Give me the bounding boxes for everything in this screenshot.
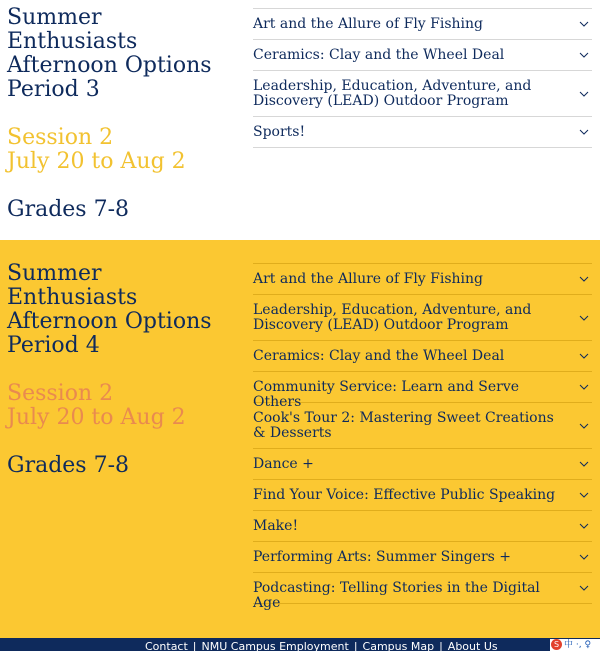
course-title: Performing Arts: Summer Singers + (253, 549, 512, 565)
period-3-section (0, 0, 600, 240)
grades-label: Grades 7-8 (7, 453, 130, 478)
grades-label: Grades 7-8 (7, 197, 130, 222)
chevron-down-icon (578, 90, 590, 98)
ime-status-text: 中 ·, ♀ (564, 640, 592, 650)
course-accordion-item[interactable] (253, 264, 592, 295)
course-title: Art and the Allure of Fly Fishing (253, 16, 484, 32)
course-title: Ceramics: Clay and the Wheel Deal (253, 47, 505, 63)
course-title: Find Your Voice: Effective Public Speaking (253, 487, 556, 503)
course-accordion-item[interactable] (253, 372, 592, 410)
session-label: Session 2 (7, 125, 114, 150)
course-accordion-item[interactable] (253, 117, 592, 148)
chevron-down-icon (578, 460, 590, 468)
course-title: Make! (253, 518, 299, 534)
session-dates: July 20 to Aug 2 (7, 405, 186, 430)
period-3-heading-block (7, 6, 237, 222)
footer-link-employment[interactable]: NMU Campus Employment (201, 640, 349, 653)
course-title: Podcasting: Telling Stories in the Digital Age (253, 580, 540, 611)
chevron-down-icon (578, 51, 590, 59)
course-title: Dance + (253, 456, 314, 472)
course-accordion-item[interactable] (253, 573, 592, 611)
course-title: Sports! (253, 124, 306, 140)
footer-link-campus-map[interactable]: Campus Map (362, 640, 435, 653)
site-footer (0, 638, 600, 651)
course-title: Ceramics: Clay and the Wheel Deal (253, 348, 505, 364)
chevron-down-icon (578, 491, 590, 499)
course-accordion-item[interactable] (253, 480, 592, 511)
chevron-down-icon (578, 422, 590, 430)
title-line: Afternoon Options (7, 53, 212, 78)
footer-separator: | (192, 640, 197, 653)
footer-links (145, 640, 498, 653)
chevron-down-icon (578, 314, 590, 322)
course-accordion-item[interactable] (253, 511, 592, 542)
course-accordion-item[interactable] (253, 295, 592, 341)
ime-toolbar[interactable] (550, 639, 600, 651)
footer-separator: | (353, 640, 358, 653)
course-accordion-item[interactable] (253, 449, 592, 480)
chevron-down-icon (578, 553, 590, 561)
session-label: Session 2 (7, 381, 114, 406)
course-title: Cook's Tour 2: Mastering Sweet Creations & Desserts (253, 410, 554, 441)
title-line: Afternoon Options (7, 309, 212, 334)
footer-link-contact[interactable]: Contact (145, 640, 188, 653)
period-4-heading-block (7, 262, 237, 478)
course-accordion-item[interactable] (253, 9, 592, 40)
period-4-title (7, 262, 237, 358)
chevron-down-icon (578, 128, 590, 136)
chevron-down-icon (578, 522, 590, 530)
course-title: Community Service: Learn and Serve Others (253, 379, 520, 410)
title-line: Period 4 (7, 333, 100, 358)
course-accordion-item[interactable] (253, 40, 592, 71)
period-4-course-list (253, 263, 592, 611)
footer-link-about-us[interactable]: About Us (447, 640, 498, 653)
course-title: Leadership, Education, Adventure, and Discovery (LEAD) Outdoor Program (253, 78, 532, 109)
period-3-title (7, 6, 237, 102)
chevron-down-icon (578, 275, 590, 283)
session-dates: July 20 to Aug 2 (7, 149, 186, 174)
footer-separator: | (439, 640, 443, 653)
chevron-down-icon (578, 584, 590, 592)
course-accordion-item[interactable] (253, 542, 592, 573)
sogou-logo-icon: S (551, 639, 562, 650)
title-line: Period 3 (7, 77, 100, 102)
title-line: Summer Enthusiasts (7, 261, 138, 310)
period-4-section (0, 240, 600, 638)
period-3-course-list (253, 8, 592, 148)
course-accordion-item[interactable] (253, 403, 592, 449)
chevron-down-icon (578, 20, 590, 28)
course-accordion-item[interactable] (253, 71, 592, 117)
course-accordion-item[interactable] (253, 341, 592, 372)
title-line: Summer Enthusiasts (7, 5, 138, 54)
course-title: Leadership, Education, Adventure, and Discovery (LEAD) Outdoor Program (253, 302, 532, 333)
course-title: Art and the Allure of Fly Fishing (253, 271, 484, 287)
chevron-down-icon (578, 352, 590, 360)
chevron-down-icon (578, 383, 590, 391)
